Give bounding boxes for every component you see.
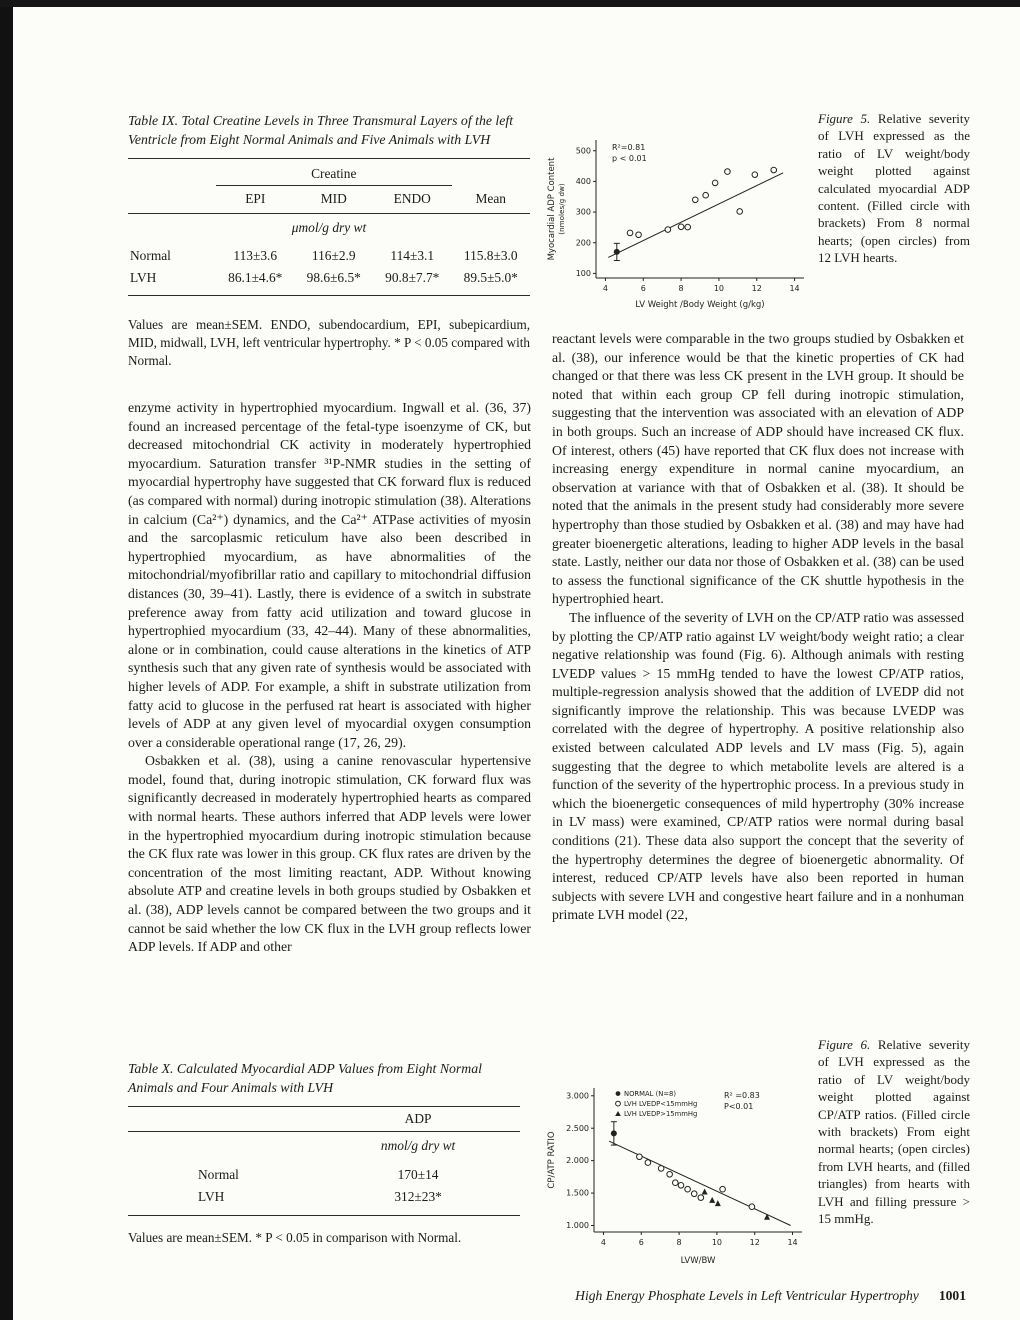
paragraph: enzyme activity in hypertrophied myocardium. Ingwall et al. (36, 37) found an increased percentage of the fetal-type isoenzyme of CK, but decreased mitochondrial CK activity in moderately hypertrophied myocardium. Saturation transfer ³¹P-NMR studies in the setting of myocardial hypertrophy have suggested that CK forward flux is reduced (as compared with normal) during inotropic stimulation (38). Alterations in calcium (Ca²⁺) dynamics, and the Ca²⁺ ATPase activities of myosin and the sarcoplasmic reticulum have also been described in hypertrophied myocardium, as have abnormalities of the mitochondrial/myofibrillar ratio and capillary to mitochondrial diffusion distances (30, 39–41). Lastly, there is evidence of a switch in substrate preference away from fatty acid utilization and toward glucose in hypertrophied myocardium (33, 42–44). Many of these abnormalities, alone or in combination, could cause alterations in the kinetics of ATP synthesis such that any given rate of synthesis would be associated with higher levels of ADP. For example, a shift in substrate utilization from fatty acid to glucose in the perfused rat heart is associated with higher levels of ADP at any given level of myocardial oxygen consumption over a considerable operational range (17, 26, 29).: [128, 400, 531, 750]
svg-text:12: 12: [751, 284, 762, 293]
svg-text:200: 200: [575, 238, 591, 248]
value-cell: 114±3.1: [390, 248, 435, 264]
svg-text:CP/ATP RATIO: CP/ATP RATIO: [547, 1131, 557, 1189]
table-cell-blank: [128, 186, 216, 214]
paragraph: reactant levels were comparable in the two groups studied by Osbakken et al. (38), our inference would be that the kinetic properties of CK had changed or that there was less CK present in the LVH group. It should be noted that within each group CP fell during inotropic stimulation, suggesting that the intervention was associated with an elevation of ADP in both groups. Such an increase of ADP should have increased CK flux. Of interest, others (45) have reported that CK flux does not increase with increasing energy expenditure in normal canine myocardium, an observation at variance with that of Osbakken et al. (38). It should be noted that the animals in the present study had considerably more severe hypertrophy than those studied by Osbakken et al. (38) and may have had greater bioenergetic alterations, leading to higher ADP levels in the basal state. Lastly, neither our data nor those of Osbakken et al. (38) can be used to assess the functional significance of the CK shuttle hypothesis in the hypertrophied heart.: [552, 331, 964, 607]
svg-text:14: 14: [787, 1238, 798, 1247]
table-x-title: Table X. Calculated Myocardial ADP Values from Eight Normal Animals and Four Animals with LVH: [128, 1061, 482, 1095]
figure6-plot: [544, 1076, 816, 1273]
value-cell: 89.5±5.0*: [463, 270, 518, 286]
page-number: 1001: [938, 1288, 966, 1303]
svg-text:2.500: 2.500: [566, 1123, 589, 1133]
svg-text:4: 4: [600, 1238, 607, 1247]
table-row-normal: [128, 245, 530, 267]
svg-text:P<0.01: P<0.01: [724, 1102, 754, 1111]
page-footer: [552, 1288, 966, 1304]
svg-text:100: 100: [575, 269, 591, 278]
svg-text:10: 10: [713, 284, 725, 293]
figure6-label: Figure 6.: [818, 1037, 871, 1052]
scan-edge-artifact-top: [0, 0, 1020, 7]
svg-text:LVW/BW: LVW/BW: [680, 1256, 716, 1266]
row-label: Normal: [198, 1167, 239, 1183]
value-cell: 90.8±7.7*: [385, 270, 440, 286]
column-header-mean: Mean: [452, 186, 531, 214]
figure6-caption: [818, 1036, 970, 1227]
svg-text:6: 6: [638, 1238, 644, 1247]
paragraph: Osbakken et al. (38), using a canine renovascular hypertensive model, found that, during inotropic stimulation, CK forward flux was significantly decreased in moderately hypertrophied hearts as compared with normal hearts. These authors inferred that ADP levels were lower in the hypertrophied myocardium during inotropic stimulation because the CK flux rate was lower in this group. CK flux rates are driven by the concentration of the most limiting reactant, ADP. Without knowing absolute ATP and creatine levels in both groups studied by Osbakken et al. (38), ADP levels cannot be compared between the two groups and it cannot be said whether the low CK flux in the LVH group reflects lower ADP levels. If ADP and other: [128, 753, 531, 955]
svg-text:LVH LVEDP>15mmHg: LVH LVEDP>15mmHg: [624, 1110, 698, 1118]
body-column-right: [552, 330, 964, 925]
svg-text:2.000: 2.000: [566, 1156, 589, 1166]
table-cell-blank: [128, 159, 216, 186]
svg-text:p < 0.01: p < 0.01: [612, 154, 647, 163]
value-cell: 86.1±4.6*: [228, 270, 283, 286]
svg-text:LVH LVEDP<15mmHg: LVH LVEDP<15mmHg: [624, 1100, 698, 1108]
value-cell: 98.6±6.5*: [306, 270, 361, 286]
row-label: LVH: [130, 270, 157, 286]
table-ix-title: Table IX. Total Creatine Levels in Three Transmural Layers of the left Ventricle from Eight Normal Animals and Five Animals with LVH: [128, 113, 514, 147]
svg-text:8: 8: [676, 1238, 682, 1247]
svg-text:LV Weight /Body Weight (g/kg): LV Weight /Body Weight (g/kg): [635, 300, 765, 310]
svg-text:R²=0.81: R²=0.81: [612, 143, 646, 152]
column-header-epi: EPI: [216, 186, 295, 214]
figure5-label: Figure 5.: [818, 111, 871, 126]
table-x-grid: [128, 1106, 520, 1216]
value-cell: 116±2.9: [311, 248, 356, 264]
table-x: [128, 1060, 520, 1247]
group-header-creatine: Creatine: [216, 159, 452, 186]
value-cell: 170±14: [397, 1167, 439, 1183]
figure5-plot: [544, 124, 816, 317]
svg-text:10: 10: [711, 1238, 723, 1247]
svg-text:500: 500: [575, 146, 591, 156]
body-column-left: [128, 399, 531, 957]
svg-text:300: 300: [575, 207, 591, 217]
svg-text:Myocardial ADP Content: Myocardial ADP Content: [547, 157, 557, 261]
value-cell: 115.8±3.0: [463, 248, 518, 264]
units-label: nmol/g dry wt: [380, 1138, 456, 1154]
units-label: μmol/g dry wt: [291, 220, 367, 236]
table-ix-grid: [128, 158, 530, 296]
svg-text:14: 14: [789, 284, 800, 293]
row-label: Normal: [130, 248, 171, 264]
figure5-caption: [818, 110, 970, 267]
svg-text:3.000: 3.000: [566, 1091, 589, 1101]
scan-edge-artifact-left: [0, 0, 13, 1320]
svg-text:1.500: 1.500: [566, 1188, 589, 1198]
table-ix-footnote: Values are mean±SEM. ENDO, subendocardium, EPI, subepicardium, MID, midwall, LVH, left ventricular hypertrophy. * P < 0.05 compared with Normal.: [128, 317, 530, 369]
svg-text:12: 12: [749, 1238, 760, 1247]
svg-text:NORMAL (N=8): NORMAL (N=8): [624, 1090, 677, 1098]
table-row-lvh: [128, 1186, 520, 1216]
figure6-caption-text: Relative severity of LVH expressed as the ratio of LV weight/body weight plotted against CP/ATP ratios. (Filled circle with brackets) From eight normal hearts; (open circles) from LVH hearts, and (filled triangles) from hearts with LVH and filling pressure > 15 mmHg.: [818, 1037, 970, 1227]
svg-text:R² =0.83: R² =0.83: [724, 1091, 760, 1100]
svg-text:1.000: 1.000: [566, 1221, 589, 1231]
table-row-normal: [128, 1164, 520, 1186]
svg-text:400: 400: [575, 177, 591, 186]
table-cell-blank: [128, 1132, 316, 1165]
column-header-mid: MID: [295, 186, 374, 214]
svg-text:6: 6: [640, 284, 646, 293]
svg-text:4: 4: [602, 284, 609, 293]
table-cell-blank: [128, 1107, 316, 1132]
column-header-endo: ENDO: [373, 186, 452, 214]
svg-text:(nmoles/g dw): (nmoles/g dw): [557, 183, 566, 235]
value-cell: 113±3.6: [233, 248, 278, 264]
table-row-lvh: [128, 267, 530, 296]
row-label: LVH: [198, 1189, 225, 1205]
table-cell-blank: [452, 159, 531, 186]
svg-text:8: 8: [678, 284, 684, 293]
paragraph: The influence of the severity of LVH on the CP/ATP ratio was assessed by plotting the CP/ATP ratio against LV weight/body weight ratio; a clear negative relationship was found (Fig. 6). Although animals with resting LVEDP values > 15 mmHg tended to have the lowest CP/ATP ratios, multiple-regression analysis showed that the addition of LVEDP did not significantly improve the relationship. This was because LVEDP was correlated with the degree of hypertrophy. A positive relationship also existed between calculated ADP levels and LV mass (Fig. 5), again suggesting that the degree to which metabolite levels are altered is a function of the severity of the hypertrophic process. In a previous study in which the bioenergetic consequences of mild hypertrophy (30% increase in LV mass) were examined, CP/ATP ratios were normal during basal conditions (21). These data also support the concept that the severity of the hypertrophy determines the degree of bioenergetic abnormality. Of interest, reduced CP/ATP levels have also been reported in human subjects with severe LVH and congestive heart failure and in a nonhuman primate LVH model (22,: [552, 609, 964, 923]
column-header-adp: ADP: [316, 1107, 520, 1132]
value-cell: 312±23*: [394, 1189, 442, 1205]
figure5-caption-text: Relative severity of LVH expressed as the ratio of LV weight/body weight plotted against calculated myocardial ADP content. (Filled circle with brackets) From 8 normal hearts; (open circles) from 12 LVH hearts.: [818, 111, 970, 266]
running-title: High Energy Phosphate Levels in Left Ventricular Hypertrophy: [575, 1288, 919, 1303]
table-x-footnote: Values are mean±SEM. * P < 0.05 in comparison with Normal.: [128, 1230, 462, 1246]
table-ix: [128, 112, 530, 370]
